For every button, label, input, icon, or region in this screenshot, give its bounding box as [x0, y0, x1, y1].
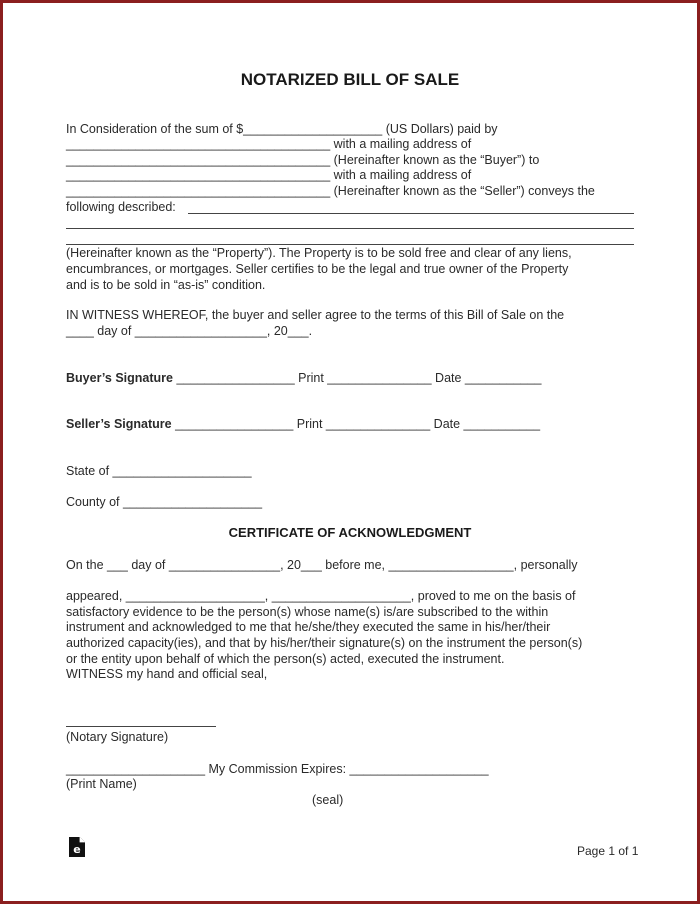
buyer-signature-fields: _________________ Print _______________ Date ___________	[176, 371, 542, 385]
witness-line: ____ day of ___________________, 20___.	[66, 324, 313, 338]
ack-para-line: authorized capacity(ies), and that by his/her/their signature(s) on the instrument the person(s)	[66, 636, 583, 650]
witness-line: IN WITNESS WHEREOF, the buyer and seller agree to the terms of this Bill of Sale on the	[66, 308, 565, 322]
notary-signature-label: (Notary Signature)	[66, 730, 169, 744]
para1-line: ______________________________________ (Hereinafter known as the “Seller”) conveys the	[66, 184, 595, 198]
description-line	[66, 228, 634, 229]
para2-line: encumbrances, or mortgages. Seller certifies to be the legal and true owner of the Property	[66, 262, 569, 276]
page-number: Page 1 of 1	[577, 844, 639, 858]
seller-signature-label: Seller’s Signature	[66, 417, 172, 431]
eforms-icon	[68, 836, 86, 858]
ack-para-line: instrument and acknowledged to me that he/she/they executed the same in his/her/their	[66, 620, 551, 634]
para1-line: ______________________________________ (Hereinafter known as the “Buyer”) to	[66, 153, 540, 167]
description-line	[188, 213, 634, 214]
ack-para-line: WITNESS my hand and official seal,	[66, 667, 268, 681]
seller-signature-row	[66, 416, 540, 432]
seal-label: (seal)	[312, 793, 344, 807]
notary-signature-line	[66, 726, 216, 727]
para1-line: following described:	[66, 200, 176, 214]
para2-line: (Hereinafter known as the “Property”). The Property is to be sold free and clear of any liens,	[66, 246, 572, 260]
ack-para-line: appeared, ____________________, ____________________, proved to me on the basis of	[66, 589, 576, 603]
buyer-signature-label: Buyer’s Signature	[66, 371, 173, 385]
state-line: State of ____________________	[66, 464, 252, 478]
page-title: NOTARIZED BILL OF SALE	[240, 70, 460, 89]
buyer-signature-row	[66, 370, 541, 386]
para2-line: and is to be sold in “as-is” condition.	[66, 278, 266, 292]
ack-para-line: satisfactory evidence to be the person(s) whose name(s) is/are subscribed to the within	[66, 605, 549, 619]
ack-line: On the ___ day of ________________, 20___ before me, __________________, personally	[66, 558, 578, 572]
certificate-title: CERTIFICATE OF ACKNOWLEDGMENT	[228, 525, 472, 540]
para1-line: ______________________________________ with a mailing address of	[66, 168, 472, 182]
svg-text:e: e	[73, 843, 81, 856]
ack-para-line: or the entity upon behalf of which the person(s) acted, executed the instrument.	[66, 652, 505, 666]
commission-line: ____________________ My Commission Expires: ____________________	[66, 762, 489, 776]
seller-signature-fields: _________________ Print _______________ Date ___________	[175, 417, 541, 431]
county-line: County of ____________________	[66, 495, 263, 509]
print-name-label: (Print Name)	[66, 777, 137, 791]
para1-line: In Consideration of the sum of $____________________ (US Dollars) paid by	[66, 122, 498, 136]
para1-line: ______________________________________ with a mailing address of	[66, 137, 472, 151]
